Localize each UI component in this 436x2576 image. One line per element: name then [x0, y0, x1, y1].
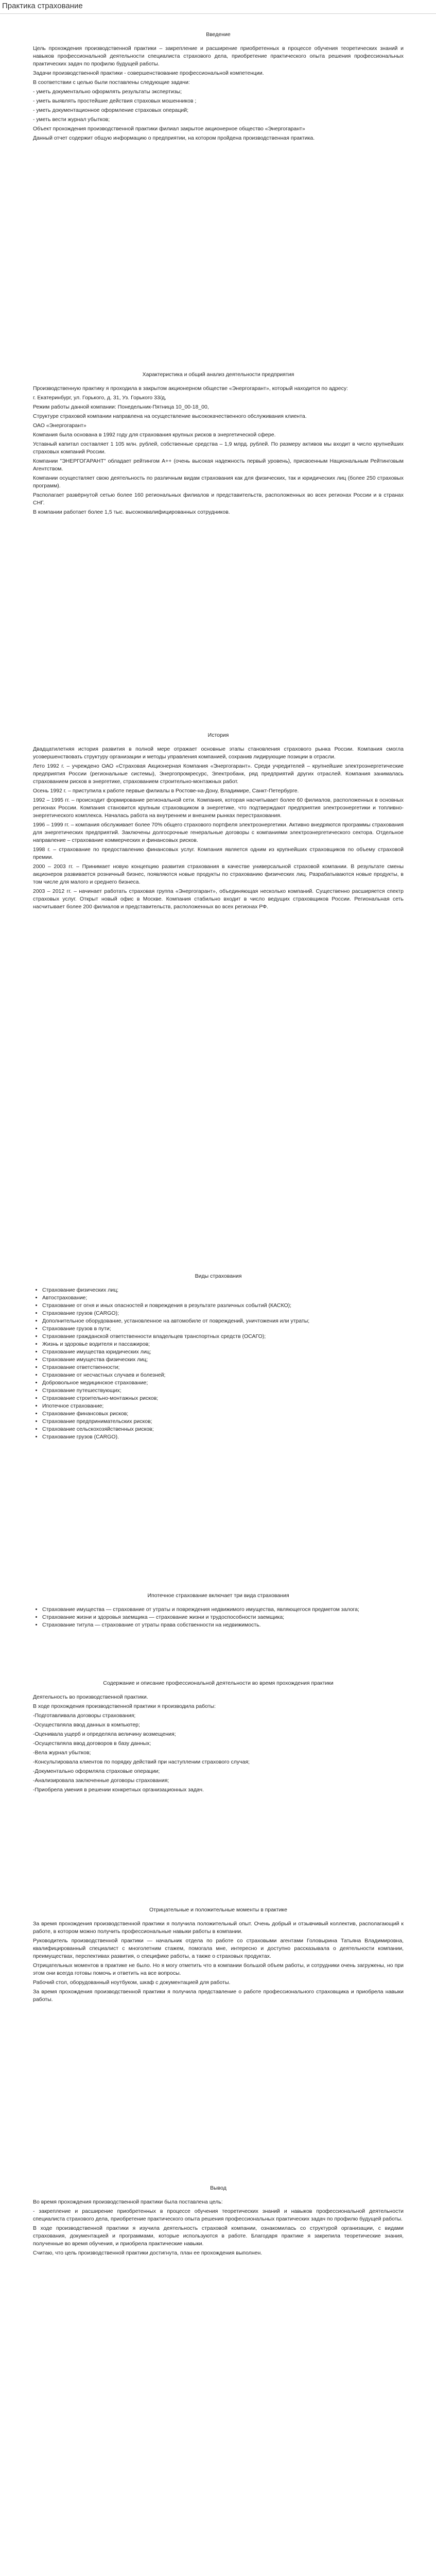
mortgage-list-item: • Страхование титула — страхование от утраты права собственности на недвижимость.: [42, 1621, 404, 1629]
practice-paragraph: -Документально оформляла страховые операции;: [33, 1768, 160, 1774]
characteristics-paragraph: ОАО «Энергогарант»: [33, 422, 86, 429]
history-paragraph: 1992 – 1995 гг. – происходит формирование региональной сети. Компания, которая насчитывает более 60 филиалов, расположенных в основных регионах России. Компания становится крупным страховщиком в энергетике, что подтверждают предприятия электроэнергетики и топливно-энергетического комплекса. Началась работа на внутреннем и внешнем рынках перестрахования.: [33, 797, 404, 819]
types-list-item: • Ипотечное страхование;: [42, 1402, 404, 1410]
practice-paragraph: В ходе прохождения производственной практики я производила работы:: [33, 1703, 216, 1709]
mortgage-heading: Ипотечное страхование включает три вида страхования: [147, 1592, 289, 1599]
intro-paragraph: Задачи производственной практики - совершенствование профессиональной компетенции.: [33, 70, 264, 76]
practice-paragraph: -Вела журнал убытков;: [33, 1750, 91, 1756]
mortgage-list: [33, 1606, 404, 1629]
history-paragraph: 1998 г. – страхование по предоставлению финансовых услуг. Компания является одним из крупнейших страховщиков по объему страховой премии.: [33, 846, 404, 860]
practice-section: [33, 1680, 404, 1795]
types-list-item: • Страхование финансовых рисков;: [42, 1410, 404, 1418]
history-paragraph: 2003 – 2012 гг. – начинает работать страховая группа «Энергогарант», объединяющая несколько компаний. Существенно расширяется спектр страховых услуг. Открыт новый офис в Москве. Компания стабильно входит в число ведущих страховщиков России. Региональная сеть насчитывает более 200 филиалов и представительств, расположенных во всех регионах РФ.: [33, 888, 404, 910]
intro-paragraph: Цель прохождения производственной практики – закрепление и расширение приобретенных в процессе обучения теоретических знаний и навыков профессиональной деятельности специалиста страхового дела, приобретение практического опыта решения профессиональных практических задач по профилю будущей работы.: [33, 45, 404, 67]
history-paragraph: 1996 – 1999 гг. – компания обслуживает более 70% общего страхового портфеля электроэнергетики. Активно внедряются программы страхования для энергетических предприятий. Заключены долгосрочные генеральные договоры с компаниями электроэнергетического сектора. Отдельное направление – страхование коммерческих и финансовых рисков.: [33, 822, 404, 843]
intro-paragraph: - уметь документационное оформление страховых операций;: [33, 107, 189, 113]
summary-paragraph: Во время прохождения производственной практики была поставлена цель:: [33, 2199, 223, 2205]
characteristics-section: [33, 371, 404, 518]
characteristics-paragraph: Компании осуществляет свою деятельность по различным видам страхования как для физических, так и юридических лиц (более 250 страховых программ).: [33, 475, 404, 489]
types-list-item: • Страхование грузов в пути;: [42, 1325, 404, 1333]
types-list-item: • Добровольное медицинское страхование;: [42, 1379, 404, 1387]
intro-paragraph: В соответствии с целью были поставлены следующие задачи:: [33, 79, 190, 86]
intro-heading: Введение: [206, 31, 231, 38]
intro-paragraph: - уметь вести журнал убытков;: [33, 116, 110, 123]
characteristics-paragraph: Уставный капитал составляет 1 105 млн. рублей, собственные средства – 1,9 млрд. рублей. По размеру активов мы входит в число крупнейших страховых компаний России.: [33, 441, 404, 455]
types-list-item: • Страхование грузов (CARGO);: [42, 1310, 404, 1317]
types-list-item: • Страхование от огня и иных опасностей и повреждения в результате различных событий (КАСКО);: [42, 1302, 404, 1310]
conclusions-heading: Отрицательные и положительные моменты в практике: [149, 1907, 287, 1913]
history-paragraph: Осень 1992 г. – приступила к работе первые филиалы в Ростове-на-Дону, Владимире, Санкт-Петербурге.: [33, 788, 299, 794]
characteristics-paragraph: Режим работы данной компании: Понедельник-Пятница 10_00-18_00,: [33, 404, 209, 410]
intro-paragraph: - уметь документально оформлять результаты экспертизы;: [33, 89, 182, 95]
history-paragraph: Двадцатилетняя история развития в полной мере отражает основные этапы становления страхового рынка России. Компания смогла усовершенствовать структуру организации и методы управления компанией, сохранив лидирующие позиции в отрасли.: [33, 746, 404, 760]
practice-paragraph: -Оценивала ущерб и определяла величину возмещения;: [33, 1731, 176, 1737]
title-divider: [0, 13, 436, 14]
practice-paragraph: Деятельность во производственной практики.: [33, 1694, 148, 1700]
history-paragraph: 2000 – 2003 гг. – Принимает новую концепцию развития страхования в качестве универсальной страховой компании. В результате смены акционеров развивается розничный бизнес, появляются новые продукты по страхованию физических лиц. Разрабатываются новые продукты, в том числе для малого и среднего бизнеса.: [33, 863, 404, 885]
characteristics-paragraph: Компания была основана в 1992 году для страхования крупных рисков в энергетической сфере.: [33, 432, 276, 438]
history-section: [33, 732, 404, 912]
practice-paragraph: -Осуществляла ввод договоров в базу данных;: [33, 1740, 151, 1747]
summary-paragraph: - закрепление и расширение приобретенных в процессе обучения теоретических знаний и навыков профессиональной деятельности специалиста страхового дела, приобретение практического опыта решения профессиональных практических задач по профилю будущей работы.: [33, 2208, 404, 2222]
types-heading: Виды страхования: [195, 1273, 242, 1279]
types-list-item: • Страхование строительно-монтажных рисков;: [42, 1395, 404, 1402]
intro-paragraph: Данный отчет содержит общую информацию о предприятии, на котором пройдена производственная практика.: [33, 135, 315, 141]
types-list-item: • Страхование путешествующих;: [42, 1387, 404, 1395]
types-list-item: • Страхование имущества юридических лиц;: [42, 1348, 404, 1356]
history-heading: История: [207, 732, 229, 738]
intro-paragraph: - уметь выявлять простейшие действия страховых мошенников ;: [33, 98, 197, 104]
history-paragraph: Лето 1992 г. – учреждено ОАО «Страховая Акционерная Компания «Энергогарант». Среди учредителей – крупнейшие электроэнергетические предприятия России (региональные системы), Энергопромресурс, Электробанк, ряд предприятий других отраслей. Компания занималась страхованием рисков в энергетике, страхованием строительно-монтажных работ.: [33, 763, 404, 785]
summary-section: [33, 2184, 404, 2259]
conclusions-section: [33, 1906, 404, 2005]
types-list-item: • Страхование от несчастных случаев и болезней;: [42, 1371, 404, 1379]
characteristics-paragraph: Компании "ЭНЕРГОГАРАНТ" обладает рейтингом А++ (очень высокая надежность первый уровень), присвоенным Национальным Рейтинговым Агентством.: [33, 458, 404, 472]
types-list-item: • Страхование имущества физических лиц;: [42, 1356, 404, 1364]
characteristics-paragraph: Структуре страховой компании направлена на осуществление высококачественного обслуживания клиента.: [33, 413, 307, 419]
practice-paragraph: -Анализировала заключенные договоры страхования;: [33, 1777, 169, 1784]
conclusions-paragraph: За время прохождения производственной практики я получила представление о работе профессионального страховщика и приобрела навыки работы.: [33, 1989, 404, 2003]
characteristics-paragraph: Располагает развёрнутой сетью более 160 региональных филиалов и представительств, расположенных во всех регионах России и в странах СНГ.: [33, 492, 404, 506]
characteristics-paragraph: В компании работает более 1,5 тыс. высококвалифицированных сотрудников.: [33, 509, 230, 515]
types-list-item: • Страхование гражданской ответственности владельцев транспортных средств (ОСАГО);: [42, 1333, 404, 1341]
types-list-item: • Страхование сельскохозяйственных рисков;: [42, 1426, 404, 1433]
types-list: [33, 1286, 404, 1441]
page-title: Практика страхование: [2, 2, 83, 10]
summary-paragraph: Считаю, что цель производственной практики достигнута, план ее прохождения выполнен.: [33, 2250, 263, 2256]
conclusions-paragraph: Руководитель производственной практики — начальник отдела по работе со страховыми агентами Головырина Татьяна Владимировна, квалифицированный специалист с многолетним стажем, помогала мне, интересно и доступно рассказывала о деятельности компании, преимуществах, перспективах развития, о специфике работы, а также о страховых продуктах.: [33, 1938, 404, 1959]
title-bar: [0, 0, 436, 11]
practice-paragraph: -Консультировала клиентов по порядку действий при наступлении страхового случая;: [33, 1759, 250, 1765]
types-section: [33, 1273, 404, 1441]
conclusions-paragraph: Отрицательных моментов в практике не было. Но я могу отметить что в компании большой объем работы, и сотрудники очень загружены, но при этом они всегда готовы помочь и ответить на все вопросы.: [33, 1962, 404, 1976]
types-list-item: • Страхование ответственности;: [42, 1364, 404, 1371]
summary-heading: Вывод: [210, 2185, 226, 2191]
intro-section: [33, 31, 404, 144]
mortgage-list-item: • Страхование жизни и здоровья заемщика — страхование жизни и трудоспособности заемщика;: [42, 1614, 404, 1621]
conclusions-paragraph: За время прохождения производственной практики я получила положительный опыт. Очень добрый и отзывчивый коллектив, располагающий к работе, в котором можно получить профессиональные навыки работы в компании.: [33, 1921, 404, 1935]
characteristics-paragraph: г. Екатеринбург, ул. Горького, д. 31, Уз. Горького 33/д,: [33, 395, 166, 401]
practice-heading: Содержание и описание профессиональной деятельности во время прохождения практики: [103, 1680, 334, 1686]
types-list-item: • Дополнительное оборудование, установленное на автомобиле от повреждений, уничтожения или утраты;: [42, 1317, 404, 1325]
practice-paragraph: -Подготавливала договоры страхования;: [33, 1713, 136, 1719]
intro-paragraph: Объект прохождения производственной практики филиал закрытое акционерное общество «Энергогарант»: [33, 126, 305, 132]
types-list-item: • Жизнь и здоровье водителя и пассажиров;: [42, 1341, 404, 1348]
practice-paragraph: -Приобрела умения в решении конкретных организационных задач.: [33, 1787, 204, 1793]
types-list-item: • Страхование предпринимательских рисков;: [42, 1418, 404, 1426]
mortgage-list-item: • Страхование имущества — страхование от утраты и повреждения недвижимого имущества, являющегося предметом залога;: [42, 1606, 404, 1614]
types-list-item: • Страхование грузов (CARGO).: [42, 1433, 404, 1441]
practice-paragraph: -Осуществляла ввод данных в компьютер;: [33, 1722, 140, 1728]
types-list-item: • Страхование физических лиц;: [42, 1286, 404, 1294]
types-list-item: • Автострахование;: [42, 1294, 404, 1302]
summary-paragraph: В ходе производственной практики я изучила деятельность страховой компании, ознакомилась со структурой организации, с видами страхования, документацией и программами, которые используются в работе. Благодаря практике я закрепила теоретические знания, полученные во время обучения, и приобрела практические навыки.: [33, 2225, 404, 2247]
conclusions-paragraph: Рабочий стол, оборудованный ноутбуком, шкаф с документацией для работы.: [33, 1979, 231, 1986]
characteristics-paragraph: Производственную практику я проходила в закрытом акционерном обществе «Энергогарант», который находится по адресу:: [33, 385, 348, 392]
characteristics-heading: Характеристика и общий анализ деятельности предприятия: [142, 371, 294, 378]
mortgage-section: [33, 1592, 404, 1629]
